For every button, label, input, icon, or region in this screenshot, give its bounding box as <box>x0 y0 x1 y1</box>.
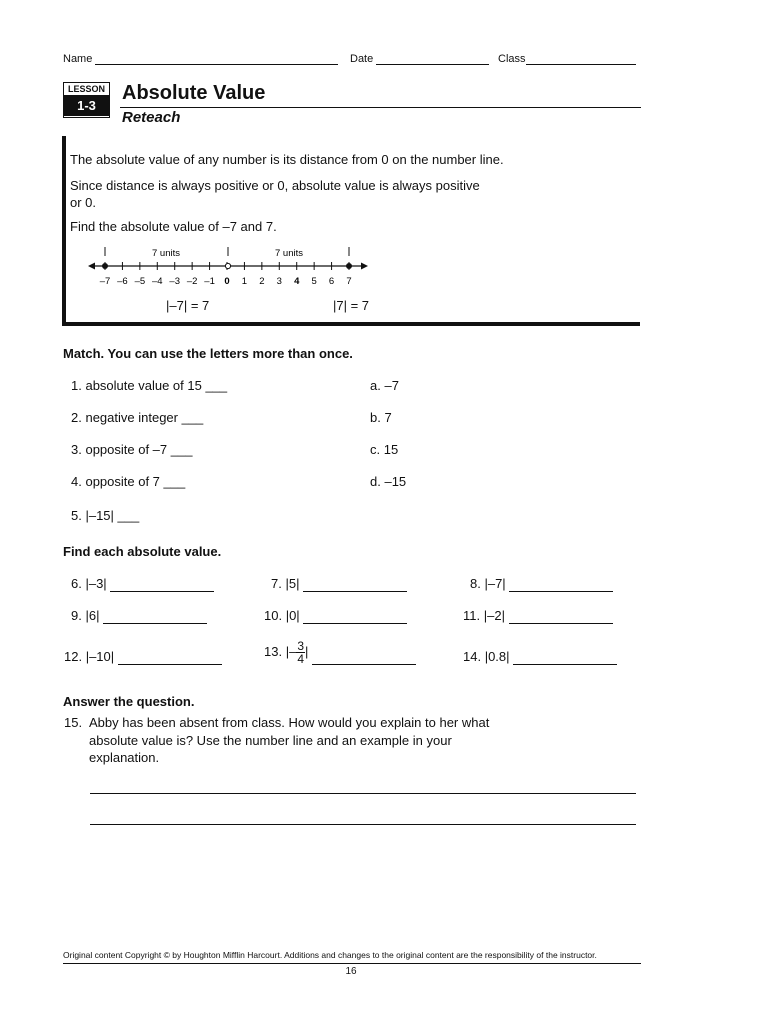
question-15-line-3: explanation. <box>89 750 160 765</box>
point-neg7 <box>102 263 108 269</box>
tick-label: –4 <box>151 276 163 287</box>
tick-label: 4 <box>294 276 300 287</box>
match-choice-d: d. –15 <box>370 474 407 489</box>
tick-label: 7 <box>346 276 352 287</box>
page-number: 16 <box>345 966 357 977</box>
question-15-line-2: absolute value is? Use the number line and an example in your <box>89 733 452 748</box>
match-item-4[interactable]: 4. opposite of 7 ___ <box>71 474 186 489</box>
answer-line-2[interactable] <box>90 824 636 825</box>
answer-blank[interactable] <box>118 653 222 665</box>
match-choice-c: c. 15 <box>370 442 399 457</box>
reteach-line-2b: or 0. <box>70 195 97 210</box>
tick-label: –2 <box>186 276 198 287</box>
reteach-line-2a: Since distance is always positive or 0, absolute value is always positive <box>70 178 480 193</box>
footer-divider <box>63 963 641 964</box>
find-item-13[interactable]: 13. |– $\frac{3}{4}$ | <box>264 640 416 665</box>
find-item-9[interactable]: 9. |6| <box>71 607 207 624</box>
answer-blank[interactable] <box>509 580 613 592</box>
answer-blank[interactable] <box>312 653 416 665</box>
find-item-8[interactable]: 8. |–7| <box>470 575 613 592</box>
match-choice-a: a. –7 <box>370 378 399 393</box>
answer-blank[interactable] <box>303 612 407 624</box>
answer-blank[interactable] <box>509 612 613 624</box>
fraction-three-fourths: $\frac{3}{4}$ <box>297 639 304 666</box>
lesson-badge <box>63 82 110 118</box>
question-15-num: 15. <box>64 715 83 730</box>
copyright-notice: Original content Copyright © by Houghton Mifflin Harcourt. Additions and changes to the original content are the responsibility of the instructor. <box>63 950 597 960</box>
point-zero <box>225 263 230 268</box>
number-line <box>80 240 380 296</box>
find-item-11[interactable]: 11. |–2| <box>463 607 613 624</box>
answer-heading: Answer the question. <box>63 694 195 709</box>
tick-label: 5 <box>311 276 317 287</box>
tick-label: –6 <box>117 276 128 287</box>
lesson-number: 1-3 <box>64 96 109 116</box>
match-heading: Match. You can use the letters more than once. <box>63 346 353 361</box>
equation-left: |–7| = 7 <box>166 298 210 313</box>
equation-right: |7| = 7 <box>333 298 370 313</box>
units-label-left: 7 units <box>152 248 180 259</box>
find-item-12[interactable]: 12. |–10| <box>64 648 222 665</box>
answer-blank[interactable] <box>513 653 617 665</box>
tick-label: 6 <box>328 276 335 287</box>
class-blank[interactable] <box>526 53 636 65</box>
tick-label: –1 <box>204 276 215 287</box>
find-item-7[interactable]: 7. |5| <box>271 575 407 592</box>
find-item-6[interactable]: 6. |–3| <box>71 575 214 592</box>
reteach-line-1: The absolute value of any number is its distance from 0 on the number line. <box>70 152 504 167</box>
match-item-1[interactable]: 1. absolute value of 15 ___ <box>71 378 228 393</box>
answer-blank[interactable] <box>110 580 214 592</box>
match-item-2[interactable]: 2. negative integer ___ <box>71 410 204 425</box>
match-item-3[interactable]: 3. opposite of –7 ___ <box>71 442 193 457</box>
reteach-line-3: Find the absolute value of –7 and 7. <box>70 219 277 234</box>
find-item-14[interactable]: 14. |0.8| <box>463 648 617 665</box>
date-field[interactable]: Date <box>350 53 489 65</box>
answer-blank[interactable] <box>303 580 407 592</box>
match-item-5[interactable]: 5. |–15| ___ <box>71 508 140 523</box>
arrow-left-icon <box>88 263 95 270</box>
page-title: Absolute Value <box>122 82 266 104</box>
tick-label: –3 <box>169 276 181 287</box>
tick-label: 3 <box>276 276 282 287</box>
tick-label: 1 <box>241 276 248 287</box>
find-heading: Find each absolute value. <box>63 544 222 559</box>
question-15-line-1: Abby has been absent from class. How would you explain to her what <box>89 715 490 730</box>
point-7 <box>346 263 352 269</box>
arrow-right-icon <box>361 263 368 270</box>
tick-label: –5 <box>134 276 146 287</box>
name-blank[interactable] <box>95 53 338 65</box>
tick-label: –7 <box>99 276 111 287</box>
answer-blank[interactable] <box>103 612 207 624</box>
class-field[interactable]: Class <box>498 53 636 65</box>
title-divider <box>120 107 641 108</box>
tick-label: 2 <box>259 276 265 287</box>
page-subtitle: Reteach <box>122 109 181 126</box>
lesson-label: LESSON <box>64 83 109 96</box>
tick-label: 0 <box>224 276 230 287</box>
find-item-10[interactable]: 10. |0| <box>264 607 407 624</box>
answer-line-1[interactable] <box>90 793 636 794</box>
date-blank[interactable] <box>376 53 489 65</box>
match-choice-b: b. 7 <box>370 410 392 425</box>
units-label-right: 7 units <box>275 248 303 259</box>
name-field[interactable]: Name <box>63 53 338 65</box>
